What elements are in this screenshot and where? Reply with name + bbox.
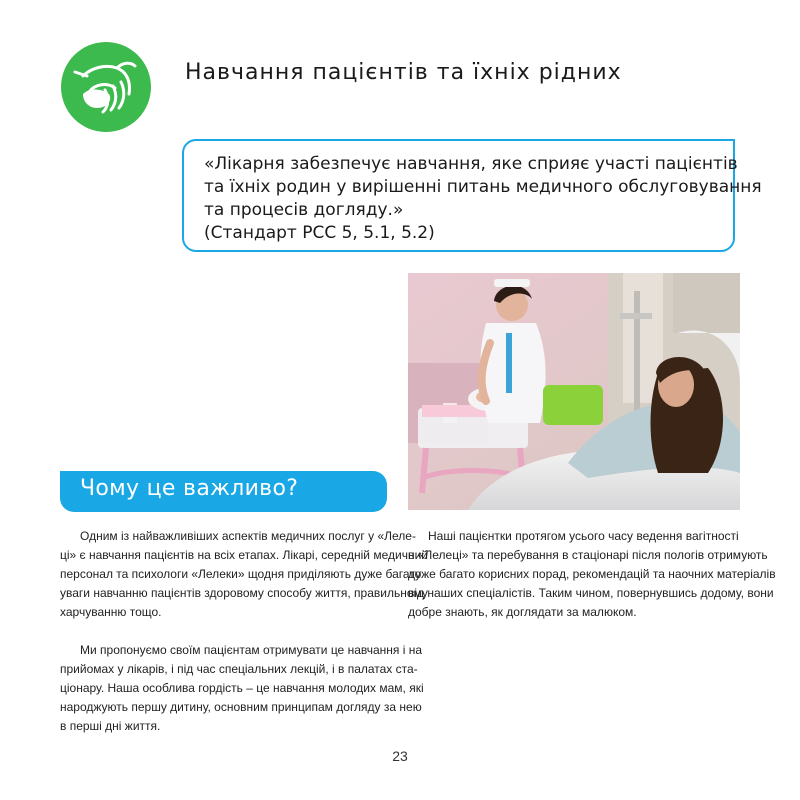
paragraph [408,527,776,622]
left-text-column [60,527,428,736]
standard-quote-box [182,139,762,252]
text-line: добре знають, як доглядати за малюком. [408,605,637,619]
paragraph [60,527,428,622]
stork-logo-icon [61,42,151,132]
quote-line: та їхніх родин у вирішенні питань медичного обслуговування [204,177,762,197]
text-line: Одним із найважливіших аспектів медичних послуг у «Леле- [80,529,416,543]
text-line: ці» є навчання пацієнтів на всіх етапах. Лікарі, середній медичний [60,548,428,562]
section-heading: Чому це важливо? [80,476,299,501]
nurse-with-mother-and-newborn-photo [408,273,740,510]
text-line: Ми пропонуємо своїм пацієнтам отримувати це навчання і на [80,643,423,657]
text-line: в перші дні життя. [60,719,161,733]
paragraph [60,641,424,736]
text-line: прийомах у лікарів, і під час спеціальних лекцій, і в палатах ста- [60,662,418,676]
quote-line: «Лікарня забезпечує навчання, яке сприяє участі пацієнтів [204,154,738,174]
text-line: Наші пацієнтки протягом усього часу ведення вагітності [428,529,739,543]
section-heading-banner [60,471,387,512]
text-line: дуже багато корисних порад, рекомендацій та наочних матеріалів [408,567,776,581]
text-line: уваги навчанню пацієнтів здоровому способу життя, правильному [60,586,428,600]
text-line: харчуванню тощо. [60,605,162,619]
page-title: Навчання пацієнтів та їхніх рідних [185,60,622,85]
text-line: в «Лелеці» та перебування в стаціонарі після пологів отримують [408,548,768,562]
text-line: від наших спеціалістів. Таким чином, повернувшись додому, вони [408,586,774,600]
text-line: персонал та психологи «Лелеки» щодня приділяють дуже багато [60,567,422,581]
text-line: народжують першу дитину, основним принципам догляду за нею [60,700,422,714]
text-line: ціонару. Наша особлива гордість – це навчання молодих мам, які [60,681,424,695]
clinic-logo [61,42,151,132]
quote-citation: (Стандарт PCC 5, 5.1, 5.2) [204,223,435,243]
quote-line: та процесів догляду.» [204,200,404,220]
page-number: 23 [392,748,408,764]
right-text-column [408,527,776,622]
hospital-room-photo-illustration [408,273,740,510]
